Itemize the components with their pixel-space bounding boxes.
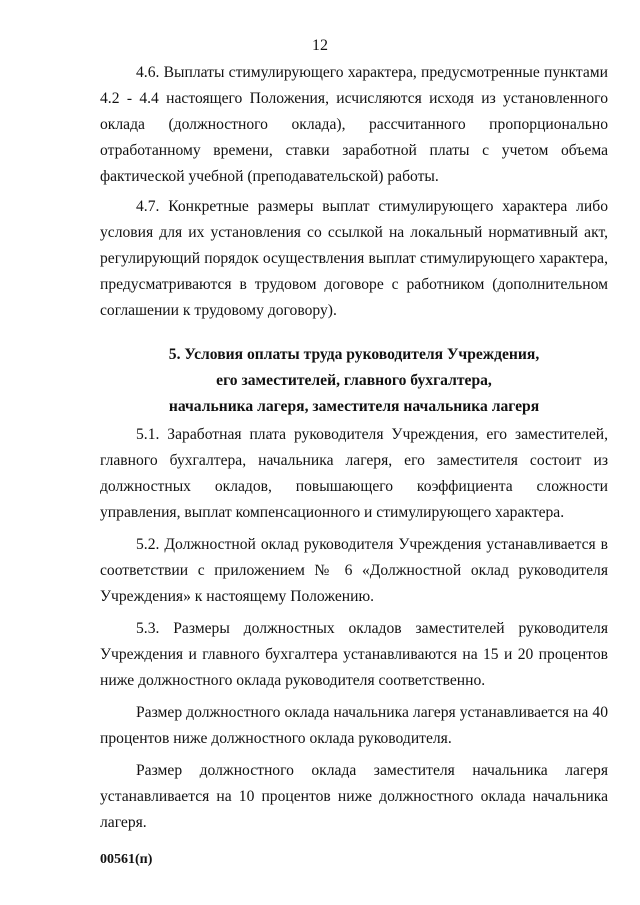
document-code: 00561(п): [100, 852, 153, 867]
section-5-heading: [100, 342, 608, 420]
paragraph-5-3: 5.3. Размеры должностных окладов заместителей руководителя Учреждения и главного бухгалтера устанавливаются на 15 и 20 процентов ниже должностного оклада руководителя соответственно.: [100, 620, 608, 689]
section-5-body: [100, 422, 608, 836]
paragraph-4-6: 4.6. Выплаты стимулирующего характера, предусмотренные пунктами 4.2 - 4.4 настоящего Положения, исчисляются исходя из установленного оклада (должностного оклада), рассчитанного пропорционально отработанному времени, ставки заработной платы с учетом объема фактической учебной (преподавательской) работы.: [100, 64, 608, 185]
section-5-heading-line-2: его заместителей, главного бухгалтера,: [216, 372, 492, 389]
page-number: 12: [312, 37, 328, 54]
paragraph-camp-deputy-salary: Размер должностного оклада заместителя начальника лагеря устанавливается на 10 процентов ниже должностного оклада начальника лагеря.: [100, 762, 608, 831]
section-5-heading-line-3: начальника лагеря, заместителя начальника лагеря: [168, 398, 540, 415]
paragraph-5-1: 5.1. Заработная плата руководителя Учреждения, его заместителей, главного бухгалтера, начальника лагеря, его заместителя состоит из должностных окладов, повышающего коэффициента сложности управления, выплат компенсационного и стимулирующего характера.: [100, 426, 608, 521]
paragraph-4-7: 4.7. Конкретные размеры выплат стимулирующего характера либо условия для их установления со ссылкой на локальный нормативный акт, регулирующий порядок осуществления выплат стимулирующего характера, предусматриваются в трудовом договоре с работником (дополнительном соглашении к трудовому договору).: [100, 198, 608, 319]
paragraphs-4-6-4-7: [100, 60, 608, 324]
paragraph-camp-head-salary: Размер должностного оклада начальника лагеря устанавливается на 40 процентов ниже должностного оклада руководителя.: [100, 704, 608, 747]
section-5-heading-line-1: 5. Условия оплаты труда руководителя Учреждения,: [168, 346, 540, 363]
paragraph-5-2: 5.2. Должностной оклад руководителя Учреждения устанавливается в соответствии с приложением № 6 «Должностной оклад руководителя Учреждения» к настоящему Положению.: [100, 536, 608, 605]
